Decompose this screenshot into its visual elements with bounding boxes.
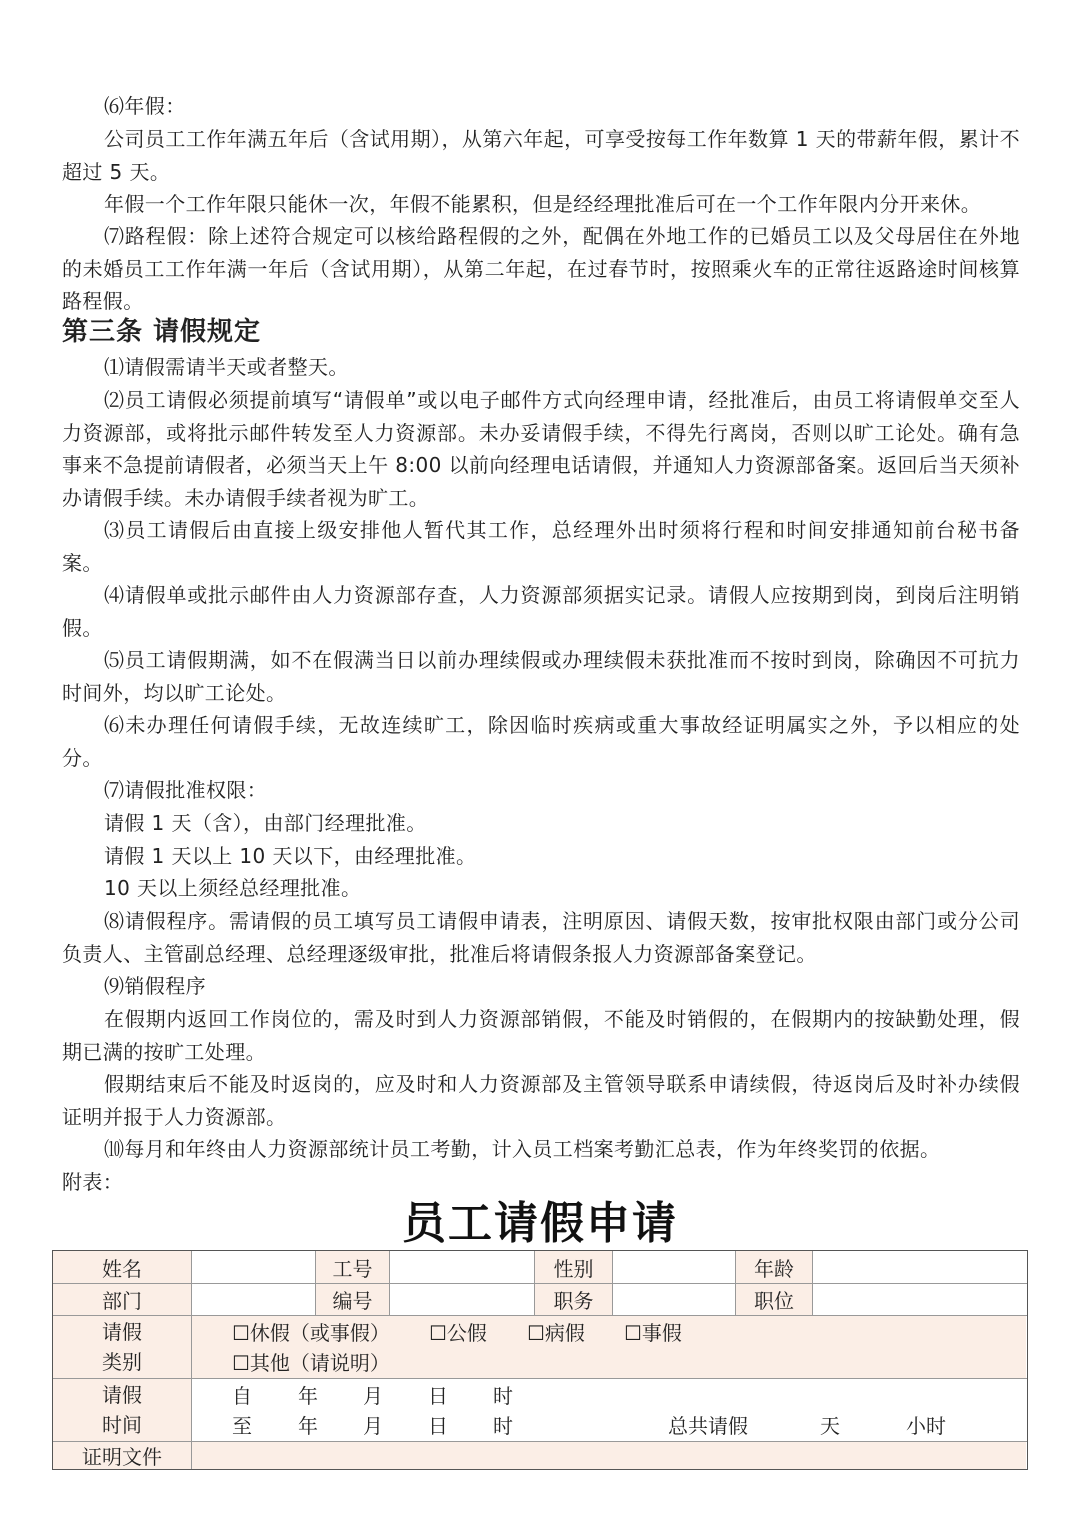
paragraph-rule-6: ⑹未办理任何请假手续，无故连续旷工，除因临时疾病或重大事故经证明属实之外，予以相应的处分。 (62, 713, 1020, 770)
proof-document-field[interactable] (191, 1442, 1026, 1469)
leave-type-options (191, 1316, 1026, 1378)
name-label: 姓名 (53, 1251, 191, 1283)
leave-time-label-line-2: 时间 (102, 1413, 142, 1437)
to-month-label: 月 (363, 1414, 383, 1438)
duty-label: 职务 (534, 1284, 612, 1315)
paragraph-rule-5: ⑸员工请假期满，如不在假满当日以前办理续假或办理续假未获批准而不按时到岗，除确因不可抗力时间外，均以旷工论处。 (62, 648, 1020, 705)
age-label: 年龄 (735, 1251, 812, 1283)
from-day-label: 日 (428, 1384, 448, 1408)
section-heading: 第三条 请假规定 (62, 317, 262, 347)
paragraph-travel-leave: ⑺路程假：除上述符合规定可以核给路程假的之外，配偶在外地工作的已婚员工以及父母居住在外地的未婚员工工作年满一年后（含试用期），从第二年起，在过春节时，按照乘火车的正常往返路途时间核算路程假。 (62, 224, 1020, 313)
duty-field[interactable] (612, 1284, 735, 1315)
to-label: 至 (232, 1414, 252, 1438)
employee-id-label: 工号 (315, 1251, 389, 1283)
leave-type-label-line-2: 类别 (102, 1350, 142, 1374)
checkbox-other-leave[interactable]: ☐其他（请说明） (232, 1351, 390, 1375)
gender-field[interactable] (612, 1251, 735, 1283)
form-title: 员工请假申请 (402, 1198, 678, 1249)
paragraph-rule-1: ⑴请假需请半天或者整天。 (104, 355, 349, 379)
total-leave-label: 总共请假 (668, 1414, 748, 1438)
leave-time-label (53, 1379, 191, 1441)
leave-time-fields[interactable] (191, 1379, 1026, 1441)
position-label: 职位 (735, 1284, 812, 1315)
paragraph-rule-4: ⑷请假单或批示邮件由人力资源部存查，人力资源部须据实记录。请假人应按期到岗，到岗后注明销假。 (62, 583, 1020, 640)
paragraph-rule-2: ⑵员工请假必须提前填写“请假单”或以电子邮件方式向经理申请，经批准后，由员工将请假单交至人力资源部，或将批示邮件转发至人力资源部。未办妥请假手续，不得先行离岗，否则以旷工论处。确有急事来不急提前请假者，必须当天上午 8:00 以前向经理电话请假，并通知人力资源部备案。返回后当天须补办请假手续。未办请假手续者视为旷工。 (62, 388, 1020, 510)
form-row-leave-type (53, 1316, 1027, 1379)
from-month-label: 月 (363, 1384, 383, 1408)
number-label: 编号 (315, 1284, 389, 1315)
to-hour-label: 时 (493, 1414, 513, 1438)
paragraph-annual-leave-rule: 公司员工工作年满五年后（含试用期），从第六年起，可享受按每工作年数算 1 天的带薪年假，累计不超过 5 天。 (62, 127, 1020, 184)
from-hour-label: 时 (493, 1384, 513, 1408)
leave-type-label-line-1: 请假 (102, 1320, 142, 1344)
age-field[interactable] (812, 1251, 1026, 1283)
paragraph-rule-9: ⑼销假程序 (104, 974, 206, 998)
leave-application-form (52, 1250, 1028, 1470)
department-field[interactable] (191, 1284, 315, 1315)
paragraph-authority-2: 请假 1 天以上 10 天以下，由经理批准。 (104, 844, 477, 868)
gender-label: 性别 (534, 1251, 612, 1283)
form-row-basic-1 (53, 1251, 1027, 1284)
paragraph-authority-3: 10 天以上须经总经理批准。 (104, 876, 362, 900)
hours-unit-label: 小时 (906, 1414, 946, 1438)
leave-type-label (53, 1316, 191, 1378)
position-field[interactable] (812, 1284, 1026, 1315)
paragraph-rule-8: ⑻请假程序。需请假的员工填写员工请假申请表，注明原因、请假天数，按审批权限由部门或分公司负责人、主管副总经理、总经理逐级审批，批准后将请假条报人力资源部备案登记。 (62, 909, 1020, 966)
proof-document-label: 证明文件 (53, 1442, 191, 1469)
paragraph-return-on-time: 在假期内返回工作岗位的，需及时到人力资源部销假，不能及时销假的，在假期内的按缺勤处理，假期已满的按旷工处理。 (62, 1007, 1020, 1064)
paragraph-authority-1: 请假 1 天（含），由部门经理批准。 (104, 811, 427, 835)
from-label: 自 (232, 1384, 252, 1408)
employee-id-field[interactable] (389, 1251, 534, 1283)
name-field[interactable] (191, 1251, 315, 1283)
from-year-label: 年 (298, 1384, 318, 1408)
paragraph-annual-leave-heading: ⑹年假： (104, 94, 186, 118)
paragraph-extension: 假期结束后不能及时返岗的，应及时和人力资源部及主管领导联系申请续假，待返岗后及时补办续假证明并报于人力资源部。 (62, 1072, 1020, 1129)
paragraph-rule-3: ⑶员工请假后由直接上级安排他人暂代其工作，总经理外出时须将行程和时间安排通知前台秘书备案。 (62, 518, 1020, 575)
paragraph-rule-7: ⑺请假批准权限： (104, 778, 268, 802)
checkbox-personal-leave[interactable]: ☐事假 (624, 1321, 682, 1345)
paragraph-annual-leave-once: 年假一个工作年限只能休一次，年假不能累积，但是经经理批准后可在一个工作年限内分开来休。 (104, 192, 982, 216)
to-year-label: 年 (298, 1414, 318, 1438)
department-label: 部门 (53, 1284, 191, 1315)
leave-time-label-line-1: 请假 (102, 1383, 142, 1407)
form-row-proof (53, 1442, 1027, 1469)
checkbox-rest-leave[interactable]: ☐休假（或事假） (232, 1321, 390, 1345)
days-unit-label: 天 (820, 1414, 840, 1438)
form-row-basic-2 (53, 1284, 1027, 1316)
checkbox-public-leave[interactable]: ☐公假 (429, 1321, 487, 1345)
form-row-leave-time (53, 1379, 1027, 1442)
paragraph-rule-10: ⑽每月和年终由人力资源部统计员工考勤，计入员工档案考勤汇总表，作为年终奖罚的依据。 (104, 1137, 941, 1161)
number-field[interactable] (389, 1284, 534, 1315)
to-day-label: 日 (428, 1414, 448, 1438)
paragraph-appendix: 附表： (62, 1170, 124, 1194)
checkbox-sick-leave[interactable]: ☐病假 (527, 1321, 585, 1345)
